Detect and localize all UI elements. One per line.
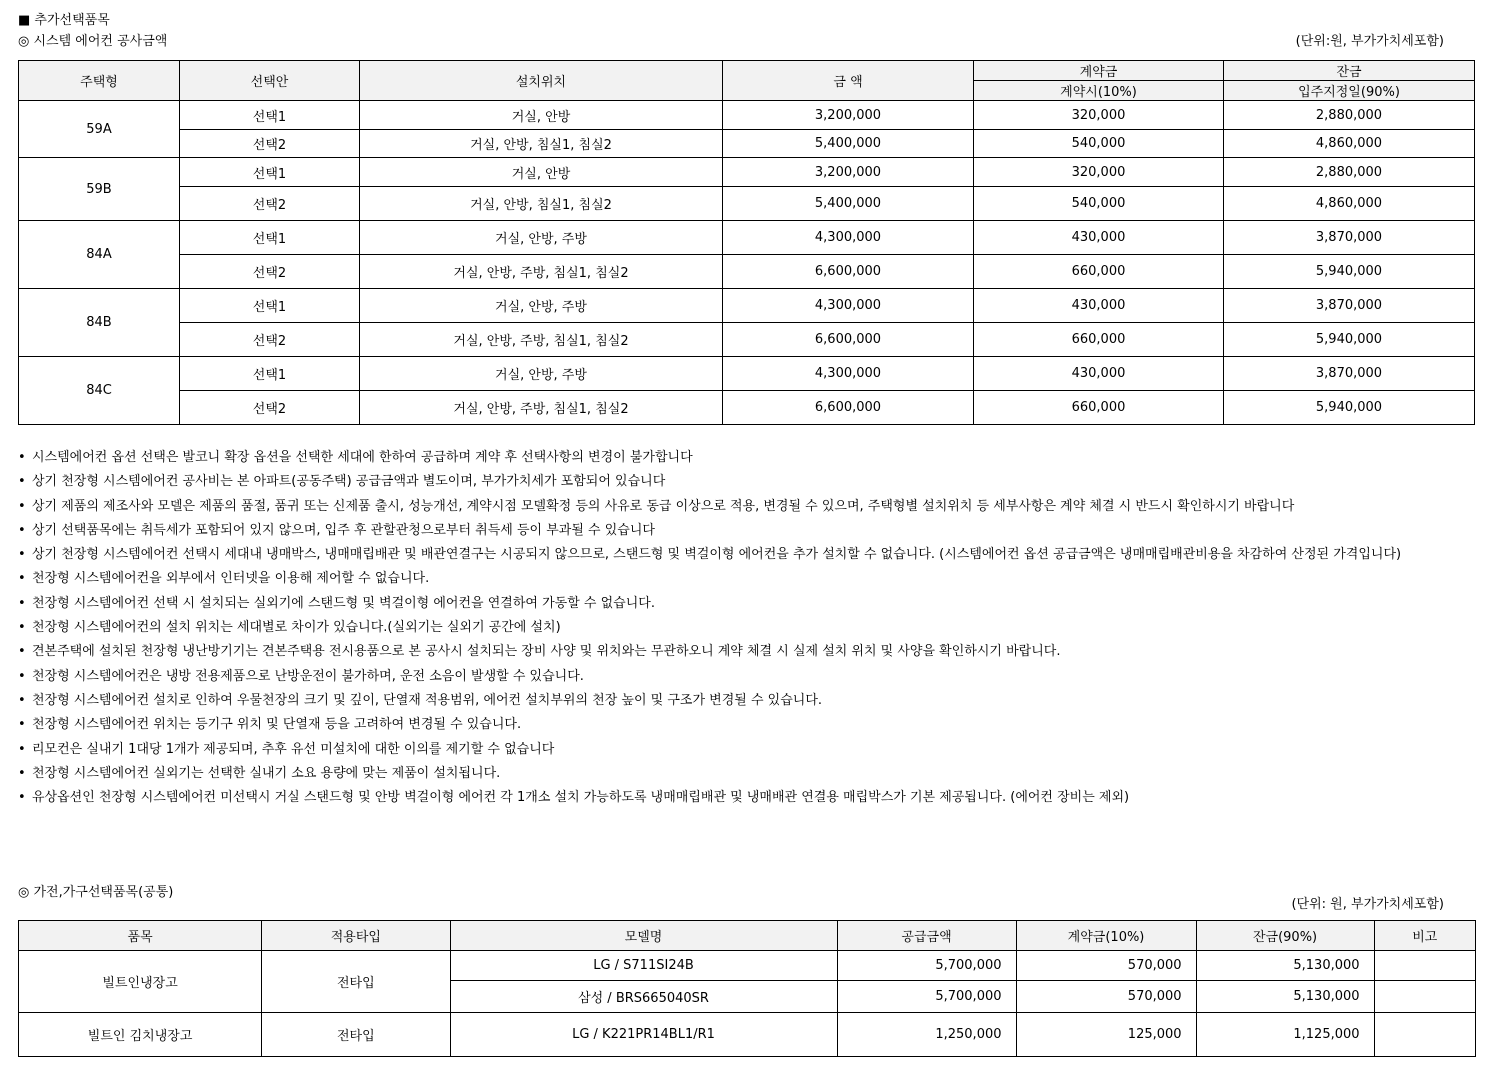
option-cell: 선택1 bbox=[180, 158, 360, 187]
amount-cell: 5,400,000 bbox=[723, 130, 974, 158]
remark-cell bbox=[1374, 1013, 1475, 1057]
apply-type-cell: 전타입 bbox=[262, 951, 450, 1013]
note-item bbox=[18, 616, 1486, 640]
bullet-icon: • bbox=[18, 790, 26, 806]
header-option: 선택안 bbox=[180, 61, 360, 101]
table-row bbox=[19, 130, 1475, 158]
note-item bbox=[18, 640, 1486, 664]
note-item bbox=[18, 446, 1486, 470]
header-balance: 잔금(90%) bbox=[1196, 921, 1374, 951]
table-row bbox=[19, 391, 1475, 425]
house-type-cell: 84A bbox=[19, 221, 180, 289]
amount-cell: 4,300,000 bbox=[723, 357, 974, 391]
note-text: 상기 제품의 제조사와 모델은 제품의 품절, 품귀 또는 신제품 출시, 성능개선, 계약시점 모델확정 등의 사유로 동급 이상으로 적용, 변경될 수 있으며, 주택형별 설치위치 등 세부사항은 계약 체결 시 반드시 확인하시기 바랍니다 bbox=[32, 498, 1295, 514]
amount-cell: 6,600,000 bbox=[723, 391, 974, 425]
supply-cell: 5,700,000 bbox=[837, 951, 1016, 981]
aircon-cost-table bbox=[18, 60, 1475, 425]
supply-cell: 5,700,000 bbox=[837, 981, 1016, 1013]
amount-cell: 3,200,000 bbox=[723, 158, 974, 187]
amount-cell: 4,300,000 bbox=[723, 221, 974, 255]
location-cell: 거실, 안방, 주방 bbox=[360, 221, 723, 255]
option-cell: 선택1 bbox=[180, 221, 360, 255]
balance-cell: 3,870,000 bbox=[1224, 221, 1475, 255]
header-location: 설치위치 bbox=[360, 61, 723, 101]
note-text: 상기 천장형 시스템에어컨 선택시 세대내 냉매박스, 냉매매립배관 및 배관연결구는 시공되지 않으므로, 스탠드형 및 벽걸이형 에어컨을 추가 설치할 수 없습니다. (시스템에어컨 옵션 공급금액은 냉매매립배관비용을 차감하여 산정된 가격입니다) bbox=[32, 547, 1402, 563]
balance-cell: 4,860,000 bbox=[1224, 187, 1475, 221]
header-balance-sub: 입주지정일(90%) bbox=[1224, 81, 1475, 101]
note-item bbox=[18, 665, 1486, 689]
table-row bbox=[19, 221, 1475, 255]
note-item bbox=[18, 495, 1486, 519]
location-cell: 거실, 안방 bbox=[360, 158, 723, 187]
header-item: 품목 bbox=[19, 921, 262, 951]
header-deposit: 계약금(10%) bbox=[1016, 921, 1196, 951]
table-row bbox=[19, 101, 1475, 130]
remark-cell bbox=[1374, 951, 1475, 981]
appliance-title: ◎ 가전,가구선택품목(공통) bbox=[18, 885, 174, 900]
location-cell: 거실, 안방, 주방, 침실1, 침실2 bbox=[360, 255, 723, 289]
option-cell: 선택2 bbox=[180, 130, 360, 158]
location-cell: 거실, 안방, 주방 bbox=[360, 289, 723, 323]
table-row bbox=[19, 951, 1476, 981]
deposit-cell: 125,000 bbox=[1016, 1013, 1196, 1057]
table-row bbox=[19, 158, 1475, 187]
note-text: 유상옵션인 천장형 시스템에어컨 미선택시 거실 스탠드형 및 안방 벽걸이형 에어컨 각 1개소 설치 가능하도록 냉매매립배관 및 냉매배관 연결용 매립박스가 기본 제공됩니다. (에어컨 장비는 제외) bbox=[32, 790, 1130, 806]
note-text: 천장형 시스템에어컨 실외기는 선택한 실내기 소요 용량에 맞는 제품이 설치됩니다. bbox=[32, 765, 501, 781]
option-cell: 선택2 bbox=[180, 187, 360, 221]
amount-cell: 6,600,000 bbox=[723, 255, 974, 289]
option-cell: 선택1 bbox=[180, 101, 360, 130]
balance-cell: 5,940,000 bbox=[1224, 323, 1475, 357]
bullet-icon: • bbox=[18, 571, 26, 587]
house-type-cell: 59A bbox=[19, 101, 180, 158]
balance-cell: 5,130,000 bbox=[1196, 981, 1374, 1013]
deposit-cell: 320,000 bbox=[974, 101, 1224, 130]
note-item bbox=[18, 470, 1486, 494]
house-type-cell: 84B bbox=[19, 289, 180, 357]
balance-cell: 2,880,000 bbox=[1224, 158, 1475, 187]
house-type-cell: 84C bbox=[19, 357, 180, 425]
amount-cell: 3,200,000 bbox=[723, 101, 974, 130]
header-house-type: 주택형 bbox=[19, 61, 180, 101]
note-text: 상기 선택품목에는 취득세가 포함되어 있지 않으며, 입주 후 관할관청으로부터 취득세 등이 부과될 수 있습니다 bbox=[32, 522, 655, 538]
amount-cell: 4,300,000 bbox=[723, 289, 974, 323]
balance-cell: 1,125,000 bbox=[1196, 1013, 1374, 1057]
deposit-cell: 430,000 bbox=[974, 357, 1224, 391]
table-row bbox=[19, 357, 1475, 391]
bullet-icon: • bbox=[18, 474, 26, 490]
location-cell: 거실, 안방 bbox=[360, 101, 723, 130]
deposit-cell: 540,000 bbox=[974, 130, 1224, 158]
note-item bbox=[18, 713, 1486, 737]
deposit-cell: 430,000 bbox=[974, 289, 1224, 323]
bullet-icon: • bbox=[18, 522, 26, 538]
note-text: 시스템에어컨 옵션 선택은 발코니 확장 옵션을 선택한 세대에 한하여 공급하며 계약 후 선택사항의 변경이 불가합니다 bbox=[32, 450, 693, 465]
note-item bbox=[18, 567, 1486, 591]
note-text: 천장형 시스템에어컨은 냉방 전용제품으로 난방운전이 불가하며, 운전 소음이 발생할 수 있습니다. bbox=[32, 668, 584, 684]
header-remark: 비고 bbox=[1374, 921, 1475, 951]
bullet-icon: • bbox=[18, 547, 26, 563]
option-cell: 선택2 bbox=[180, 391, 360, 425]
bullet-icon: • bbox=[18, 644, 26, 660]
aircon-unit-note: (단위:원, 부가가치세포함) bbox=[1295, 34, 1444, 49]
table-row bbox=[19, 255, 1475, 289]
note-text: 리모컨은 실내기 1대당 1개가 제공되며, 추후 유선 미설치에 대한 이의를 제기할 수 없습니다 bbox=[32, 741, 555, 757]
aircon-title: ◎ 시스템 에어컨 공사금액 bbox=[18, 34, 168, 49]
note-text: 천장형 시스템에어컨의 설치 위치는 세대별로 차이가 있습니다.(실외기는 실외기 공간에 설치) bbox=[32, 620, 561, 636]
bullet-icon: • bbox=[18, 498, 26, 514]
bullet-icon: • bbox=[18, 595, 26, 611]
location-cell: 거실, 안방, 주방, 침실1, 침실2 bbox=[360, 391, 723, 425]
model-cell: LG / K221PR14BL1/R1 bbox=[450, 1013, 837, 1057]
balance-cell: 3,870,000 bbox=[1224, 357, 1475, 391]
table-row bbox=[19, 323, 1475, 357]
appliance-table bbox=[18, 920, 1476, 1057]
deposit-cell: 660,000 bbox=[974, 391, 1224, 425]
model-cell: LG / S711SI24B bbox=[450, 951, 837, 981]
bullet-icon: • bbox=[18, 765, 26, 781]
option-cell: 선택1 bbox=[180, 357, 360, 391]
notes-list bbox=[18, 446, 1486, 810]
amount-cell: 6,600,000 bbox=[723, 323, 974, 357]
bullet-icon: • bbox=[18, 668, 26, 684]
bullet-icon: • bbox=[18, 620, 26, 636]
bullet-icon: • bbox=[18, 692, 26, 708]
remark-cell bbox=[1374, 981, 1475, 1013]
note-text: 견본주택에 설치된 천장형 냉난방기기는 견본주택용 전시용품으로 본 공사시 설치되는 장비 사양 및 위치와는 무관하오니 계약 체결 시 실제 설치 위치 및 사양을 확인하시기 바랍니다. bbox=[32, 644, 1061, 660]
appliance-unit-note: (단위: 원, 부가가치세포함) bbox=[1291, 897, 1444, 912]
note-item bbox=[18, 543, 1486, 567]
location-cell: 거실, 안방, 침실1, 침실2 bbox=[360, 187, 723, 221]
balance-cell: 5,940,000 bbox=[1224, 255, 1475, 289]
bullet-icon: • bbox=[18, 717, 26, 733]
deposit-cell: 430,000 bbox=[974, 221, 1224, 255]
note-item bbox=[18, 689, 1486, 713]
deposit-cell: 540,000 bbox=[974, 187, 1224, 221]
balance-cell: 5,940,000 bbox=[1224, 391, 1475, 425]
note-text: 천장형 시스템에어컨 위치는 등기구 위치 및 단열재 등을 고려하여 변경될 수 있습니다. bbox=[32, 717, 522, 733]
header-deposit: 계약금 bbox=[974, 61, 1224, 81]
note-text: 천장형 시스템에어컨 선택 시 설치되는 실외기에 스탠드형 및 벽걸이형 에어컨을 연결하여 가동할 수 없습니다. bbox=[32, 595, 655, 611]
header-apply-type: 적용타입 bbox=[262, 921, 450, 951]
deposit-cell: 660,000 bbox=[974, 255, 1224, 289]
model-cell: 삼성 / BRS665040SR bbox=[450, 981, 837, 1013]
balance-cell: 4,860,000 bbox=[1224, 130, 1475, 158]
balance-cell: 5,130,000 bbox=[1196, 951, 1374, 981]
bullet-icon: • bbox=[18, 450, 26, 465]
header-supply: 공급금액 bbox=[837, 921, 1016, 951]
table-row bbox=[19, 187, 1475, 221]
option-cell: 선택1 bbox=[180, 289, 360, 323]
header-balance: 잔금 bbox=[1224, 61, 1475, 81]
note-item bbox=[18, 519, 1486, 543]
note-item bbox=[18, 786, 1486, 810]
note-text: 천장형 시스템에어컨을 외부에서 인터넷을 이용해 제어할 수 없습니다. bbox=[32, 571, 430, 587]
location-cell: 거실, 안방, 주방, 침실1, 침실2 bbox=[360, 323, 723, 357]
header-deposit-sub: 계약시(10%) bbox=[974, 81, 1224, 101]
item-cell: 빌트인 김치냉장고 bbox=[19, 1013, 262, 1057]
item-cell: 빌트인냉장고 bbox=[19, 951, 262, 1013]
note-item bbox=[18, 762, 1486, 786]
apply-type-cell: 전타입 bbox=[262, 1013, 450, 1057]
supply-cell: 1,250,000 bbox=[837, 1013, 1016, 1057]
note-text: 상기 천장형 시스템에어컨 공사비는 본 아파트(공동주택) 공급금액과 별도이며, 부가가치세가 포함되어 있습니다 bbox=[32, 474, 666, 490]
table-row bbox=[19, 289, 1475, 323]
balance-cell: 3,870,000 bbox=[1224, 289, 1475, 323]
note-item bbox=[18, 592, 1486, 616]
balance-cell: 2,880,000 bbox=[1224, 101, 1475, 130]
option-cell: 선택2 bbox=[180, 255, 360, 289]
house-type-cell: 59B bbox=[19, 158, 180, 221]
header-model: 모델명 bbox=[450, 921, 837, 951]
note-item bbox=[18, 738, 1486, 762]
option-cell: 선택2 bbox=[180, 323, 360, 357]
location-cell: 거실, 안방, 주방 bbox=[360, 357, 723, 391]
deposit-cell: 660,000 bbox=[974, 323, 1224, 357]
table-row bbox=[19, 1013, 1476, 1057]
deposit-cell: 320,000 bbox=[974, 158, 1224, 187]
amount-cell: 5,400,000 bbox=[723, 187, 974, 221]
deposit-cell: 570,000 bbox=[1016, 951, 1196, 981]
location-cell: 거실, 안방, 침실1, 침실2 bbox=[360, 130, 723, 158]
note-text: 천장형 시스템에어컨 설치로 인하여 우물천장의 크기 및 깊이, 단열재 적용범위, 에어컨 설치부위의 천장 높이 및 구조가 변경될 수 있습니다. bbox=[32, 692, 823, 708]
header-amount: 금 액 bbox=[723, 61, 974, 101]
bullet-icon: • bbox=[18, 741, 26, 757]
section-title: ■ 추가선택품목 bbox=[18, 13, 110, 28]
deposit-cell: 570,000 bbox=[1016, 981, 1196, 1013]
